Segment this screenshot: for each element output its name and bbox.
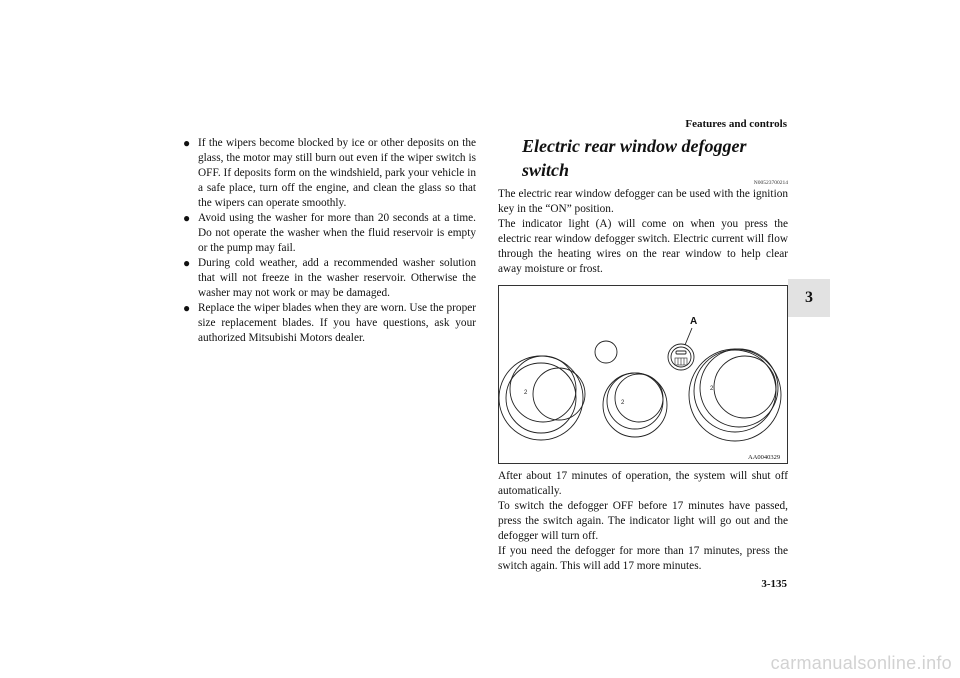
bullet-text: Replace the wiper blades when they are worn. Use the proper size replacement blades. If you have questions, ask your authorized Mitsubishi Motors dealer.	[198, 302, 476, 344]
left-column	[183, 136, 476, 346]
bullet-text: During cold weather, add a recommended washer solution that will not freeze in the washer reservoir. Otherwise the washer may not work or may be damaged.	[198, 257, 476, 299]
section-code: N00523700214	[753, 180, 788, 186]
defogger-switch	[668, 344, 694, 370]
list-item	[183, 256, 476, 301]
bullet-text: Avoid using the washer for more than 20 seconds at a time. Do not operate the washer when the fluid reservoir is empty or the pump may fail.	[198, 212, 476, 254]
svg-text:2: 2	[524, 390, 528, 396]
indicator-light	[676, 351, 686, 354]
list-item	[183, 136, 476, 211]
paragraph: If you need the defogger for more than 17 minutes, press the switch again. This will add 17 more minutes.	[498, 545, 788, 572]
bullet-icon: ●	[183, 256, 191, 270]
paragraph: The electric rear window defogger can be used with the ignition key in the “ON” position.	[498, 188, 788, 215]
defogger-symbol-icon	[675, 358, 687, 365]
list-item	[183, 211, 476, 256]
page-number: 3-135	[761, 578, 787, 590]
center-dial-inner	[615, 374, 663, 422]
paragraph: The indicator light (A) will come on when you press the electric rear window defogger switch. Electric current will flow through the heating wires on the rear window to help clear away moisture or frost.	[498, 218, 788, 275]
bullet-icon: ●	[183, 301, 191, 315]
climate-control-panel-illustration	[499, 286, 787, 463]
svg-text:2: 2	[710, 386, 714, 392]
left-dial-inner	[533, 368, 585, 420]
page-header-title: Features and controls	[685, 118, 787, 130]
paragraph: After about 17 minutes of operation, the system will shut off automatically.	[498, 470, 788, 497]
bullet-icon: ●	[183, 136, 191, 150]
callout-label-a: A	[690, 316, 698, 327]
bullet-text: If the wipers become blocked by ice or other deposits on the glass, the motor may still burn out even if the wiper switch is OFF. If deposits form on the windshield, park your vehicle in a safe place, turn off the engine, and clean the glass so that the wipers can operate smoothly.	[198, 137, 476, 209]
round-button	[595, 341, 617, 363]
chapter-tab: 3	[788, 279, 830, 317]
bullet-icon: ●	[183, 211, 191, 225]
right-column	[498, 134, 788, 574]
defogger-switch-figure	[498, 285, 788, 464]
watermark: carmanualsonline.info	[770, 653, 952, 673]
svg-text:2: 2	[621, 400, 625, 406]
list-item	[183, 301, 476, 346]
section-title: Electric rear window defogger switch	[522, 136, 747, 180]
figure-code: AA0040329	[748, 454, 781, 461]
right-dial-inner	[714, 356, 776, 418]
paragraph: To switch the defogger OFF before 17 minutes have passed, press the switch again. The indicator light will go out and the defogger will turn off.	[498, 500, 788, 542]
